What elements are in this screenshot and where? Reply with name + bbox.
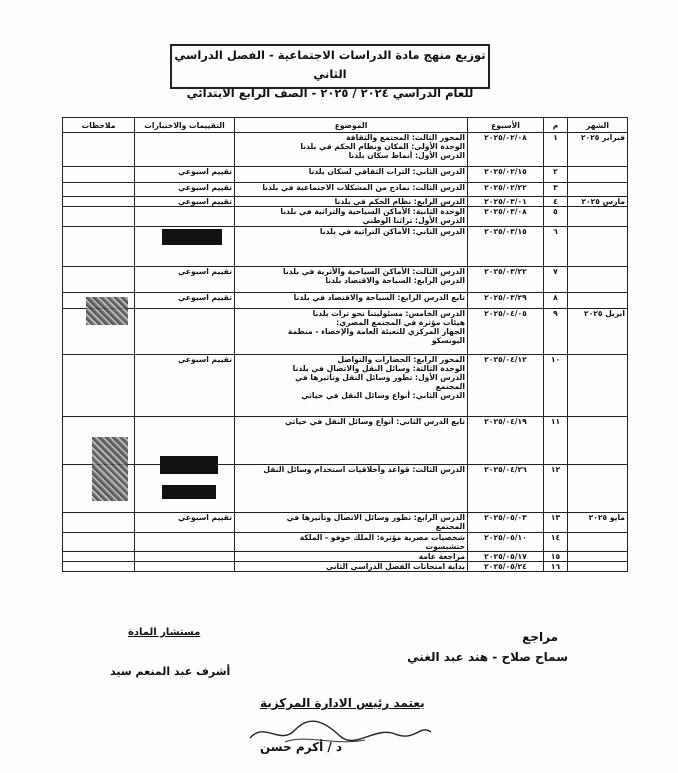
cell-num: ١٠: [544, 355, 568, 417]
cell-num: ١٢: [544, 465, 568, 513]
table-row: [63, 513, 628, 533]
table-row: [63, 309, 628, 355]
cell-month: [568, 552, 628, 562]
cell-month: مايو ٢٠٢٥: [568, 513, 628, 533]
header-topic: الموضوع: [235, 118, 468, 133]
table-header-row: [63, 118, 628, 133]
cell-assessment: تقييم اسبوعي: [135, 183, 235, 197]
topic-line: اليونسكو: [431, 336, 465, 345]
cell-topic: [235, 227, 468, 267]
table-row: [63, 293, 628, 309]
topic-line: الدرس الأول: أنماط سكان بلدنا: [348, 151, 465, 160]
scribble-mark: [92, 437, 128, 501]
cell-assessment: [135, 207, 235, 227]
cell-topic: [235, 552, 468, 562]
cell-num: ٣: [544, 183, 568, 197]
topic-line: شخصيات مصرية مؤثرة: الملك خوفو - الملكة: [299, 533, 465, 542]
table-row: [63, 267, 628, 293]
cell-notes: [63, 183, 135, 197]
topic-line: الدرس الثالث: قواعد وأخلاقيات استخدام وسائل النقل: [263, 465, 465, 474]
table-row: [63, 227, 628, 267]
cell-month: [568, 293, 628, 309]
table-row: [63, 197, 628, 207]
title-line-1: توزيع منهج مادة الدراسات الاجتماعية - الفصل الدراسي الثاني: [174, 48, 486, 81]
cell-assessment: تقييم اسبوعي: [135, 513, 235, 533]
topic-line: بداية امتحانات الفصل الدراسي الثاني: [325, 562, 465, 571]
cell-week: ٢٠٢٥/٠٣/٠١: [468, 197, 544, 207]
topic-line: الدرس الثاني: الأماكن التراثية في بلدنا: [319, 227, 465, 236]
header-month: الشهر: [568, 118, 628, 133]
cell-notes: [63, 552, 135, 562]
cell-notes: [63, 133, 135, 167]
cell-num: ١٤: [544, 533, 568, 552]
cell-topic: [235, 465, 468, 513]
header-week: الأسبوع: [468, 118, 544, 133]
cell-month: فبراير ٢٠٢٥: [568, 133, 628, 167]
table-row: [63, 533, 628, 552]
advisor-name: أشرف عبد المنعم سيد: [110, 665, 231, 678]
topic-line: الجهاز المركزي للتعبئة العامة والإحصاء - منظمة: [287, 327, 465, 336]
topic-line: الوحدة الثانية: الأماكن السياحية والتراثية في بلدنا: [280, 207, 465, 216]
cell-topic: [235, 167, 468, 183]
header-num: م: [544, 118, 568, 133]
cell-topic: [235, 309, 468, 355]
cell-assessment: تقييم اسبوعي: [135, 167, 235, 183]
cell-topic: [235, 207, 468, 227]
cell-week: ٢٠٢٥/٠٤/٠٥: [468, 309, 544, 355]
advisor-label: مستشار المادة: [128, 627, 201, 638]
cell-notes: [63, 267, 135, 293]
cell-month: [568, 167, 628, 183]
cell-week: ٢٠٢٥/٠٢/٠٨: [468, 133, 544, 167]
header-assessment: التقييمات والاختبارات: [135, 118, 235, 133]
table-row: [63, 183, 628, 197]
topic-line: الدرس الثالث: نماذج من المشكلات الاجتماعية في بلدنا: [262, 183, 465, 192]
cell-week: ٢٠٢٥/٠٣/٠٨: [468, 207, 544, 227]
cell-week: ٢٠٢٥/٠٥/٠٣: [468, 513, 544, 533]
topic-line: الدرس الثاني: الترات الثقافي لسكان بلدنا: [308, 167, 465, 176]
cell-week: ٢٠٢٥/٠٣/٢٩: [468, 293, 544, 309]
cell-num: ١: [544, 133, 568, 167]
cell-topic: [235, 133, 468, 167]
cell-assessment: تقييم اسبوعي: [135, 267, 235, 293]
cell-notes: [63, 562, 135, 572]
cell-week: ٢٠٢٥/٠٢/٢٢: [468, 183, 544, 197]
cell-week: ٢٠٢٥/٠٥/١٧: [468, 552, 544, 562]
cell-topic: [235, 513, 468, 533]
table-row: [63, 167, 628, 183]
topic-line: هيئات مؤثرة في المجتمع المصري:: [336, 318, 465, 327]
cell-num: ٢: [544, 167, 568, 183]
cell-assessment: [135, 309, 235, 355]
cell-num: ١٣: [544, 513, 568, 533]
table-row: [63, 465, 628, 513]
cell-month: [568, 562, 628, 572]
cell-assessment: [135, 133, 235, 167]
cell-topic: [235, 355, 468, 417]
topic-line: الدرس الرابع: السياحة والاقتصاد بلدنا: [325, 276, 465, 285]
cell-month: [568, 183, 628, 197]
cell-assessment: [135, 562, 235, 572]
cell-assessment: [135, 552, 235, 562]
cell-assessment: تقييم اسبوعي: [135, 197, 235, 207]
scribble-mark: [86, 297, 128, 325]
cell-notes: [63, 167, 135, 183]
cell-notes: [63, 533, 135, 552]
cell-num: ٤: [544, 197, 568, 207]
cell-topic: [235, 267, 468, 293]
cell-week: ٢٠٢٥/٠٤/١٩: [468, 417, 544, 465]
table-row: [63, 133, 628, 167]
topic-line: الدرس الثاني: أنواع وسائل النقل في حياتي: [301, 391, 465, 400]
cell-assessment: تقييم اسبوعي: [135, 293, 235, 309]
cell-assessment: تقييم اسبوعي: [135, 355, 235, 417]
cell-week: ٢٠٢٥/٠٤/٢٦: [468, 465, 544, 513]
cell-num: ٨: [544, 293, 568, 309]
cell-month: مارس ٢٠٢٥: [568, 197, 628, 207]
cell-week: ٢٠٢٥/٠٣/٢٢: [468, 267, 544, 293]
topic-line: المجتمع: [435, 522, 465, 531]
cell-week: ٢٠٢٥/٠٥/٢٤: [468, 562, 544, 572]
cell-week: ٢٠٢٥/٠٥/١٠: [468, 533, 544, 552]
topic-line: الدرس الثالث: الأماكن السياحية والأثرية في بلدنا: [283, 267, 465, 276]
cell-num: ٧: [544, 267, 568, 293]
topic-line: الوحدة الثالثة: وسائل النقل والاتصال في بلدنا: [292, 364, 465, 373]
table-row: [63, 355, 628, 417]
topic-line: حتشبسوت: [425, 542, 465, 551]
cell-assessment: [135, 533, 235, 552]
cell-num: ٩: [544, 309, 568, 355]
redaction-mark: [162, 229, 222, 245]
cell-topic: [235, 183, 468, 197]
reviewers-label: مراجع: [522, 630, 558, 644]
topic-line: الدرس الرابع: نظام الحكم في بلدنا: [334, 197, 465, 206]
cell-notes: [63, 355, 135, 417]
topic-line: المحور الثالث: المجتمع والثقافة: [346, 133, 465, 142]
cell-notes: [63, 227, 135, 267]
cell-month: [568, 465, 628, 513]
redaction-mark: [160, 456, 218, 474]
director-name: د / أكرم حسن: [260, 740, 343, 754]
topic-line: تابع الدرس الثاني: أنواع وسائل النقل في حياتي: [285, 417, 465, 426]
title-line-2: للعام الدراسي ٢٠٢٤ / ٢٠٢٥ - الصف الرابع الابتدائي: [186, 86, 474, 100]
cell-num: ١١: [544, 417, 568, 465]
topic-line: الدرس الخامس: مسئوليتنا نحو تراث بلدنا: [312, 309, 465, 318]
topic-line: تابع الدرس الرابع: السياحة والاقتصاد في بلدنا: [293, 293, 465, 302]
cell-num: ٦: [544, 227, 568, 267]
cell-week: ٢٠٢٥/٠٢/١٥: [468, 167, 544, 183]
header-notes: ملاحظات: [63, 118, 135, 133]
curriculum-schedule-table: [62, 117, 628, 572]
topic-line: المجتمع: [435, 382, 465, 391]
cell-topic: [235, 562, 468, 572]
cell-notes: [63, 197, 135, 207]
cell-notes: [63, 513, 135, 533]
cell-month: [568, 207, 628, 227]
cell-num: ٥: [544, 207, 568, 227]
reviewers-names: سماح صلاح - هند عبد الغني: [407, 650, 568, 664]
document-title-box: [170, 44, 490, 100]
cell-month: [568, 267, 628, 293]
cell-topic: [235, 417, 468, 465]
cell-notes: [63, 207, 135, 227]
cell-month: [568, 227, 628, 267]
cell-topic: [235, 197, 468, 207]
approval-label: يعتمد رئيس الادارة المركزية: [260, 696, 425, 710]
cell-month: [568, 533, 628, 552]
table-row: [63, 552, 628, 562]
redaction-mark: [162, 485, 216, 499]
cell-num: ١٦: [544, 562, 568, 572]
cell-num: ١٥: [544, 552, 568, 562]
cell-topic: [235, 293, 468, 309]
table-body: [63, 133, 628, 572]
topic-line: الدرس الأول: تطور وسائل النقل وتأثيرها في: [295, 373, 465, 382]
topic-line: الدرس الرابع: تطور وسائل الاتصال وتأثيرها في: [286, 513, 465, 522]
cell-week: ٢٠٢٥/٠٤/١٢: [468, 355, 544, 417]
topic-line: المحور الرابع: الحضارات والتواصل: [337, 355, 465, 364]
cell-week: ٢٠٢٥/٠٣/١٥: [468, 227, 544, 267]
cell-month: [568, 355, 628, 417]
topic-line: مراجعة عامة: [418, 552, 465, 561]
topic-line: الوحدة الأولى: المكان ونظام الحكم في بلدنا: [300, 142, 465, 151]
table-row: [63, 417, 628, 465]
table-row: [63, 562, 628, 572]
cell-month: [568, 417, 628, 465]
table-row: [63, 207, 628, 227]
topic-line: الدرس الأول: تراثنا الوطني: [362, 216, 465, 225]
cell-month: ابريل ٢٠٢٥: [568, 309, 628, 355]
cell-topic: [235, 533, 468, 552]
